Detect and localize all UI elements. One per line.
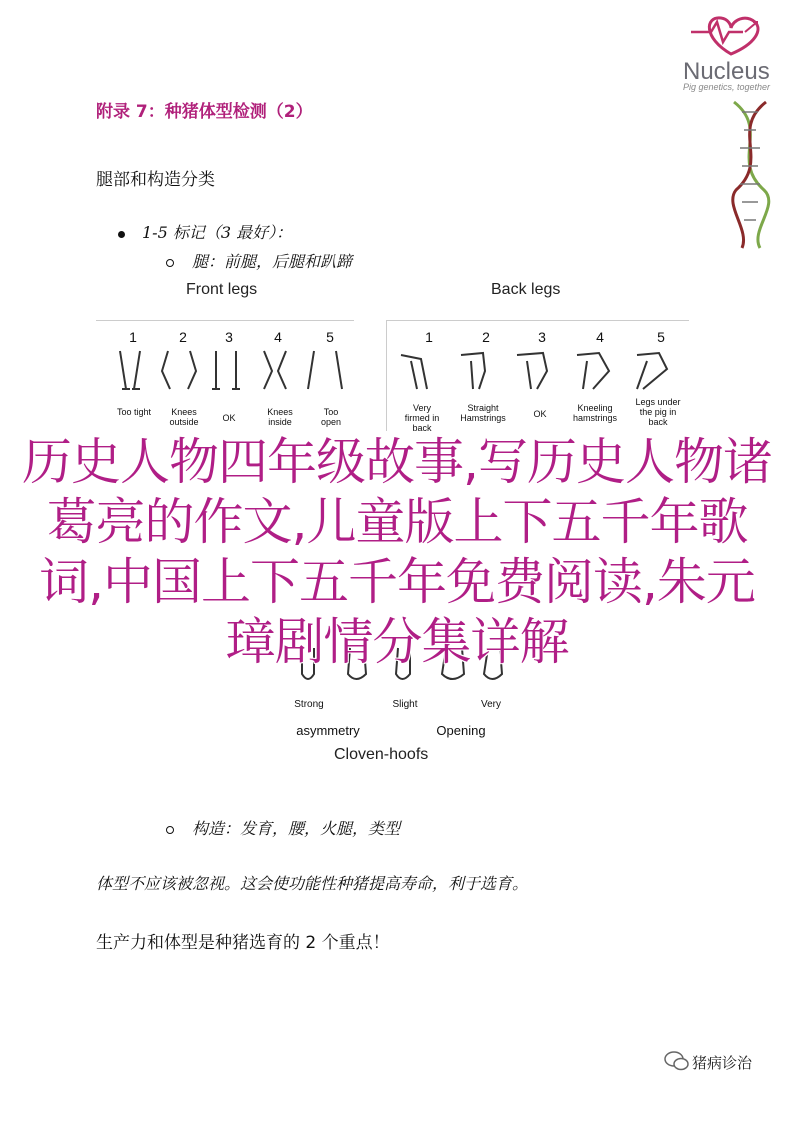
back-num-4: 4 (596, 329, 604, 345)
wechat-icon (664, 1050, 690, 1072)
back-label-2: Straight Hamstrings (460, 403, 506, 423)
heart-logo-icon (683, 10, 773, 60)
logo-tagline: Pig genetics, together (683, 82, 771, 92)
front-num-3: 3 (225, 329, 233, 345)
circle-bullet-marker (166, 259, 174, 267)
footer-source: 猪病诊治 (692, 1054, 753, 1072)
back-label-4: Kneeling hamstrings (572, 403, 617, 423)
front-legs-panel (96, 320, 354, 431)
appendix-heading: 附录 7：种猪体型检测（2） (96, 102, 313, 122)
circle-bullet-marker-2 (166, 826, 174, 834)
hoof-label-4: Opening (436, 723, 486, 738)
dna-helix-icon (720, 100, 780, 250)
front-label-2: Knees outside (169, 407, 199, 427)
front-legs-title: Front legs (186, 281, 258, 298)
key-points-paragraph: 生产力和体型是种猪选育的 2 个重点！ (96, 933, 390, 953)
body-paragraph: 体型不应该被忽视。这会使功能性种猪提高寿命，利于选育。 (96, 874, 529, 893)
structure-sub-bullet: 构造：发育，腰，火腿，类型 (192, 819, 401, 838)
overlay-title: 历史人物四年级故事,写历史人物诸葛亮的作文,儿童版上下五千年歌词,中国上下五千年免费阅读,朱元璋剧情分集详解 (22, 433, 772, 671)
hoof-label-5: Very (480, 699, 501, 710)
section-subheading: 腿部和构造分类 (96, 170, 215, 190)
back-legs-panel (386, 320, 689, 431)
front-label-1: Too tight (116, 407, 152, 417)
back-label-1: Very firmed in back (404, 403, 440, 433)
front-num-4: 4 (274, 329, 282, 345)
bullet-marker (118, 231, 125, 238)
back-label-5: Legs under the pig in back (635, 397, 681, 427)
hoofs-title: Cloven-hoofs (334, 746, 429, 763)
front-num-1: 1 (129, 329, 137, 345)
hoof-label-1: Strong (294, 699, 324, 710)
back-num-1: 1 (425, 329, 433, 345)
scoring-bullet: 1-5 标记（3 最好）： (142, 223, 293, 242)
front-label-3: OK (222, 413, 236, 423)
front-legs-drawing (96, 349, 354, 399)
legs-sub-bullet: 腿：前腿，后腿和趴蹄 (192, 252, 353, 271)
front-num-5: 5 (326, 329, 334, 345)
front-num-2: 2 (179, 329, 187, 345)
back-legs-drawing (387, 349, 689, 399)
back-legs-title: Back legs (491, 281, 561, 298)
front-label-5: Too open (320, 407, 342, 427)
front-label-4: Knees inside (267, 407, 293, 427)
back-num-3: 3 (538, 329, 546, 345)
back-num-2: 2 (482, 329, 490, 345)
logo-wordmark: Nucleus (683, 58, 770, 85)
back-num-5: 5 (657, 329, 665, 345)
back-label-3: OK (533, 409, 547, 419)
hoof-label-2: asymmetry (296, 723, 360, 738)
hoof-label-3: Slight (392, 699, 418, 710)
